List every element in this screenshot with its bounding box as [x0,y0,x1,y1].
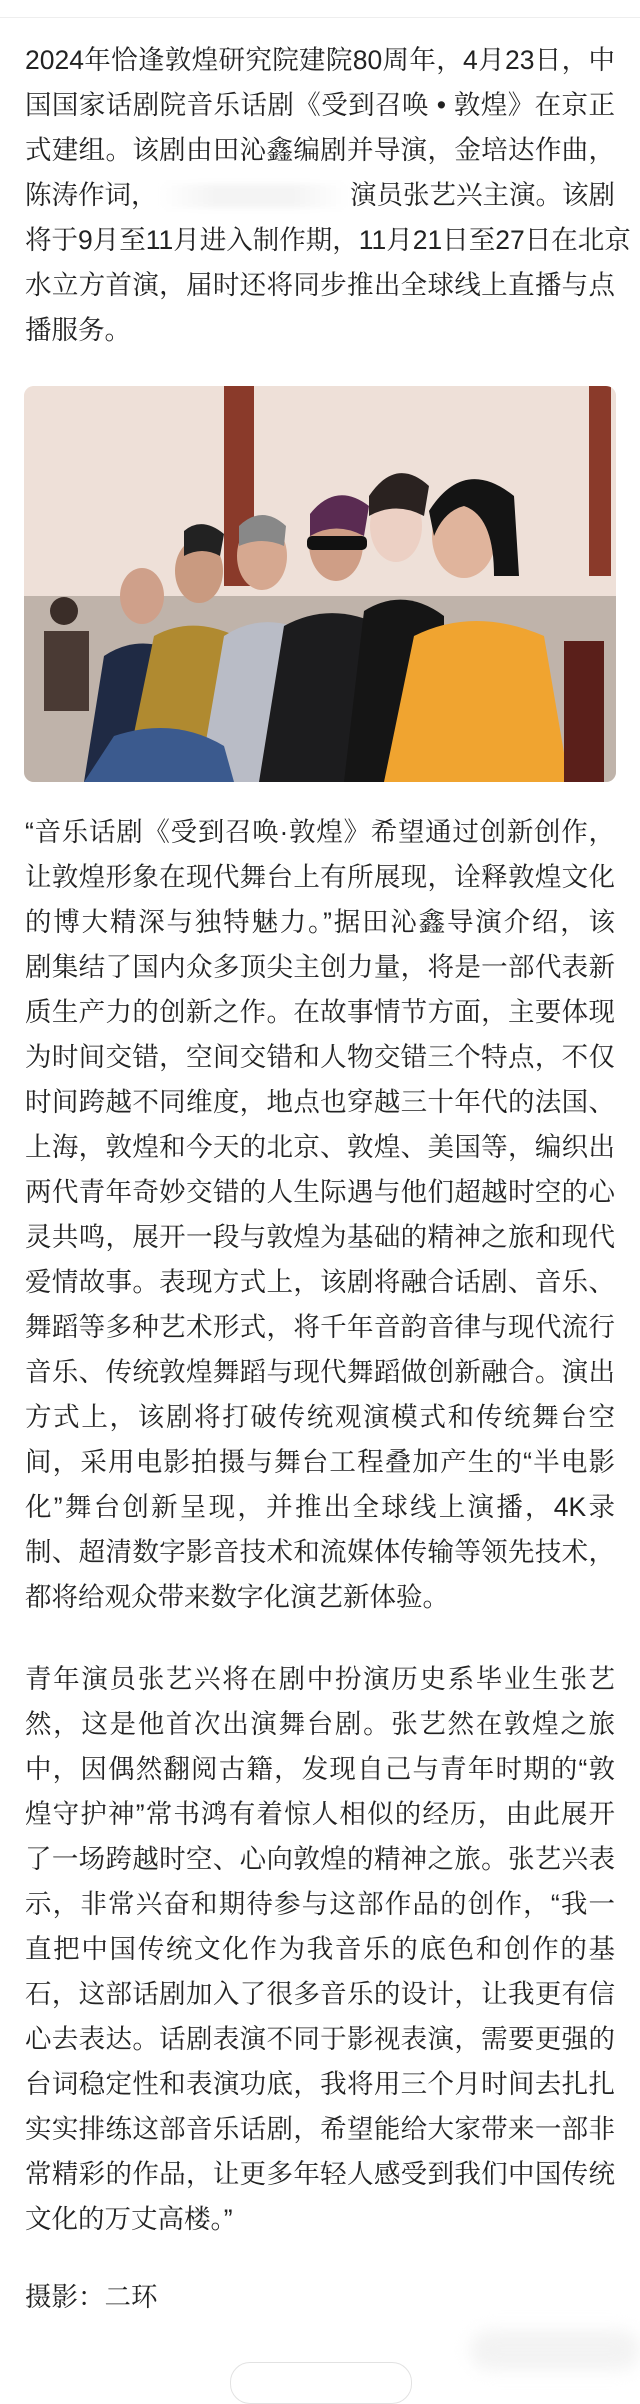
text-line: 爱情故事。表现方式上，该剧将融合话剧、音乐、 [25,1267,615,1297]
photo-credit [25,2275,615,2320]
text-line: 2024年恰逢敦煌研究院建院80周年，4月23日，中 [25,45,615,75]
text-line: 示，非常兴奋和期待参与这部作品的创作，“我一 [25,1889,615,1919]
text-line: 文化的万丈高楼。” [25,2204,233,2234]
text-line: 实实排练这部音乐话剧，希望能给大家带来一部非 [25,2114,615,2144]
text-line: 的博大精深与独特魅力。”据田沁鑫导演介绍，该 [25,907,615,937]
text-line: 中，因偶然翻阅古籍，发现自己与青年时期的“敦 [25,1754,615,1784]
paragraph-intro [25,38,631,353]
text-line: 舞蹈等多种艺术形式，将千年音韵音律与现代流行 [25,1312,615,1342]
text-line: 水立方首演，届时还将同步推出全球线上直播与点 [25,270,615,300]
text-line: 国国家话剧院音乐话剧《受到召唤 • 敦煌》在京正 [25,90,615,120]
photo-illustration [24,386,616,782]
text-line: 化”舞台创新呈现，并推出全球线上演播，4K录 [25,1492,615,1522]
text-line: 两代青年奇妙交错的人生际遇与他们超越时空的心 [25,1177,615,1207]
text-line: 上海，敦煌和今天的北京、敦煌、美国等，编织出 [25,1132,615,1162]
text-line: 然，这是他首次出演舞台剧。张艺然在敦煌之旅 [25,1709,615,1739]
text-line: 播服务。 [25,315,131,345]
text-line: 式建组。该剧由田沁鑫编剧并导演，金培达作曲， [25,135,615,165]
text-line: 了一场跨越时空、心向敦煌的精神之旅。张艺兴表 [25,1844,615,1874]
text-line: 直把中国传统文化作为我音乐的底色和创作的基 [25,1934,615,1964]
text-segment: 演员张艺兴主演。该剧 [350,180,615,210]
text-segment: 陈涛作词， [25,180,158,210]
text-line: 间，采用电影拍摄与舞台工程叠加产生的“半电影 [25,1447,615,1477]
article-photo[interactable] [24,386,616,782]
text-line: 为时间交错，空间交错和人物交错三个特点，不仅 [25,1042,615,1072]
text-line: 质生产力的创新之作。在故事情节方面，主要体现 [25,997,615,1027]
text-line: 心去表达。话剧表演不同于影视表演，需要更强的 [25,2024,615,2054]
text-line: 台词稳定性和表演功底，我将用三个月时间去扎扎 [25,2069,615,2099]
text-line: 都将给观众带来数字化演艺新体验。 [25,1582,449,1612]
text-line: 煌守护神”常书鸿有着惊人相似的经历，由此展开 [25,1799,615,1829]
bottom-action-button[interactable] [230,2362,412,2404]
text-line-with-redaction [25,173,615,218]
text-line: 方式上，该剧将打破传统观演模式和传统舞台空 [25,1402,615,1432]
blurred-overlay [470,2330,640,2370]
blurred-redaction [159,184,349,208]
text-line: 青年演员张艺兴将在剧中扮演历史系毕业生张艺 [25,1664,615,1694]
credit-text: 摄影：二环 [25,2282,158,2312]
text-line: 灵共鸣，展开一段与敦煌为基础的精神之旅和现代 [25,1222,615,1252]
paragraph-director-quote [25,810,615,1620]
text-line: 时间跨越不同维度，地点也穿越三十年代的法国、 [25,1087,615,1117]
text-line: 制、超清数字影音技术和流媒体传输等领先技术， [25,1537,615,1567]
text-line: 让敦煌形象在现代舞台上有所展现，诠释敦煌文化 [25,862,615,892]
text-line: 石，这部话剧加入了很多音乐的设计，让我更有信 [25,1979,615,2009]
top-divider [0,17,640,18]
paragraph-actor [25,1657,615,2242]
text-line: 剧集结了国内众多顶尖主创力量，将是一部代表新 [25,952,615,982]
text-line: 将于9月至11月进入制作期，11月21日至27日在北京 [25,225,631,255]
text-line: 音乐、传统敦煌舞蹈与现代舞蹈做创新融合。演出 [25,1357,615,1387]
text-line: 常精彩的作品，让更多年轻人感受到我们中国传统 [25,2159,615,2189]
text-line: “音乐话剧《受到召唤·敦煌》希望通过创新创作， [25,817,615,847]
